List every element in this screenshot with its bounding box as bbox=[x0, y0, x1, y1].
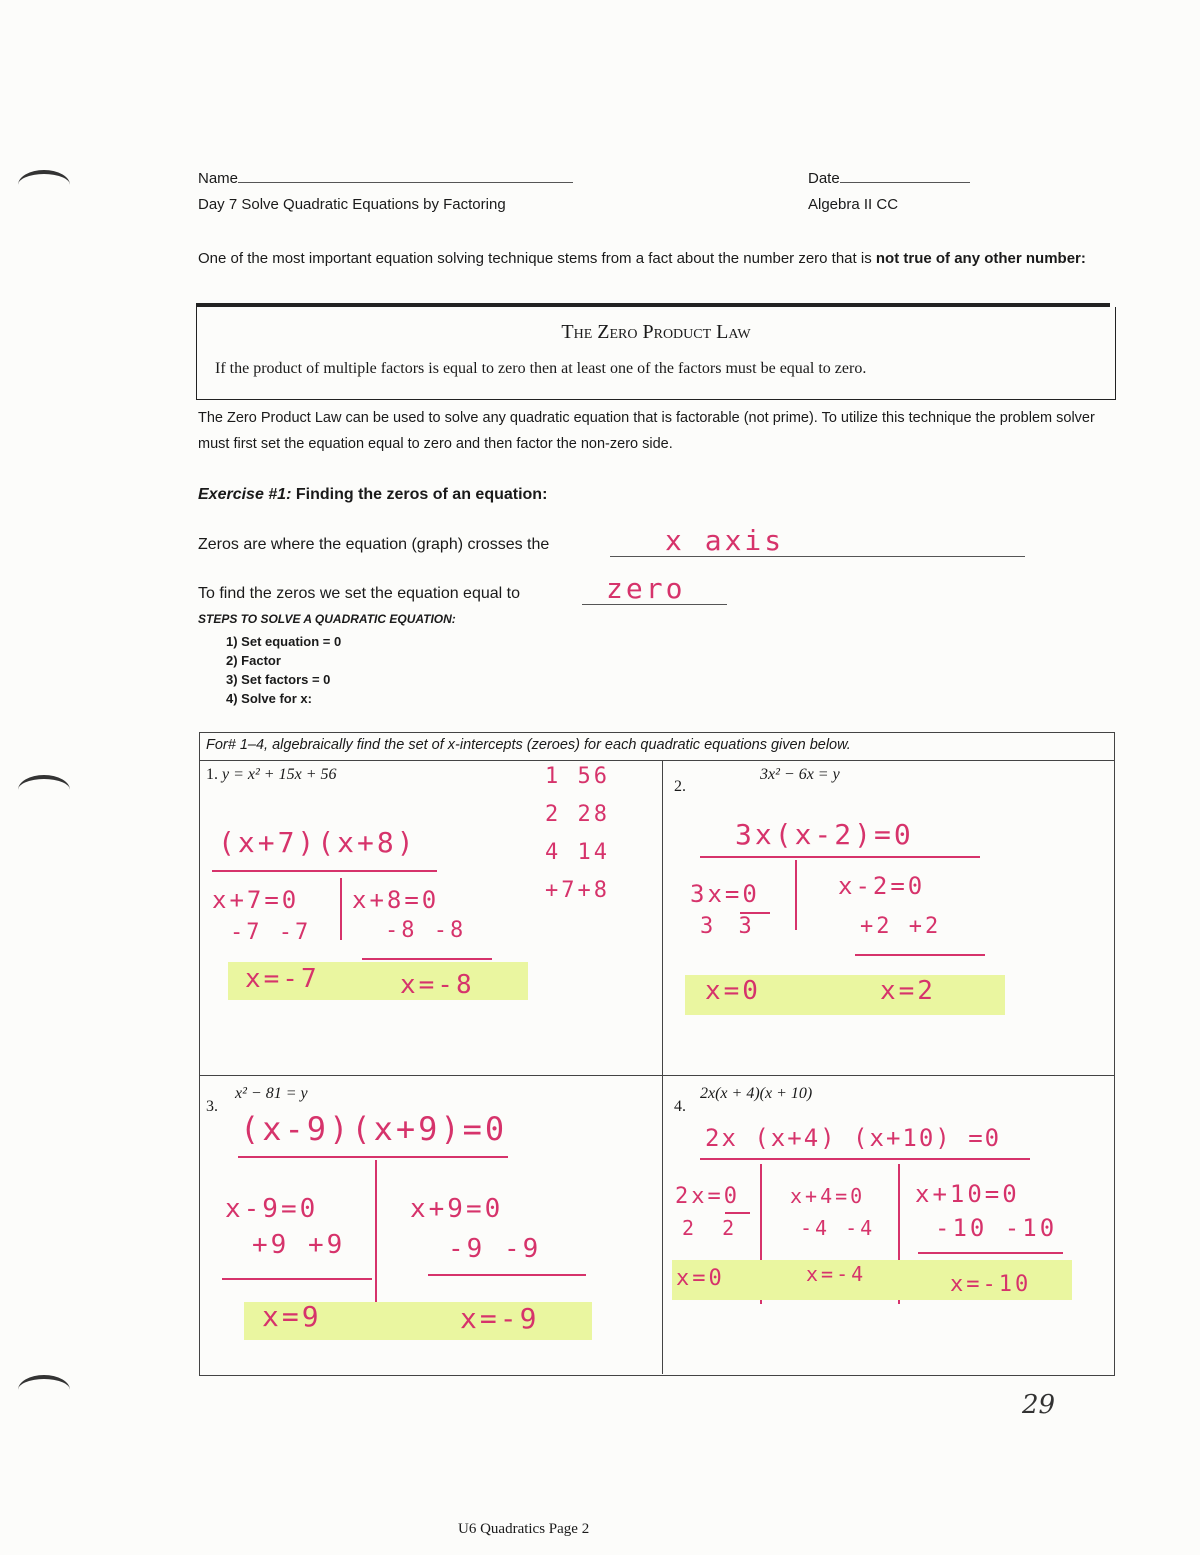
work-underline bbox=[855, 954, 985, 956]
problem-3-equation: x² − 81 = y bbox=[235, 1085, 308, 1102]
exercise-heading bbox=[198, 486, 547, 504]
answer-x-axis: x axis bbox=[665, 524, 785, 557]
binder-hole bbox=[18, 170, 70, 200]
p1-left-eq: x+7=0 bbox=[212, 886, 300, 914]
exercise-title: Finding the zeros of an equation: bbox=[295, 486, 548, 503]
p4-col1-step: 2 2 bbox=[682, 1216, 743, 1240]
p2-left-eq: 3x=0 bbox=[690, 880, 760, 908]
p1-right-eq: x+8=0 bbox=[352, 886, 440, 914]
problem-2-equation: 3x² − 6x = y bbox=[760, 766, 840, 783]
p4-col3-step: -10 -10 bbox=[935, 1214, 1058, 1242]
exercise-label: Exercise #1: bbox=[198, 486, 292, 503]
handwritten-page-number: 29 bbox=[1022, 1390, 1056, 1420]
work-divider bbox=[340, 878, 342, 940]
problem-1-equation: y = x² + 15x + 56 bbox=[222, 766, 337, 783]
name-field bbox=[198, 170, 573, 187]
work-divider bbox=[375, 1160, 377, 1315]
p3-left-eq: x-9=0 bbox=[225, 1194, 319, 1224]
work-divider bbox=[795, 860, 797, 930]
step-item: 1) Set equation = 0 bbox=[226, 634, 342, 649]
instructions: For# 1–4, algebraically find the set of x-intercepts (zeroes) for each quadratic equations given below. bbox=[206, 737, 851, 753]
p2-answer-left: x=0 bbox=[705, 976, 761, 1006]
work-underline bbox=[700, 856, 980, 858]
step-item: 4) Solve for x: bbox=[226, 691, 312, 706]
steps-title: STEPS TO SOLVE A QUADRATIC EQUATION: bbox=[198, 612, 456, 626]
p3-right-step: -9 -9 bbox=[448, 1234, 542, 1264]
question-1: Zeros are where the equation (graph) crosses the bbox=[198, 536, 550, 553]
work-underline bbox=[428, 1274, 586, 1276]
p3-answer-right: x=-9 bbox=[460, 1302, 540, 1335]
p3-answer-left: x=9 bbox=[262, 1300, 322, 1333]
p3-right-eq: x+9=0 bbox=[410, 1194, 504, 1224]
step-item: 2) Factor bbox=[226, 653, 281, 668]
date-label: Date bbox=[808, 170, 840, 187]
steps-list bbox=[226, 634, 341, 710]
p4-col2-eq: x+4=0 bbox=[790, 1184, 866, 1208]
p4-col1-eq: 2x=0 bbox=[675, 1184, 740, 1209]
grid-horizontal-divider bbox=[199, 1075, 1115, 1076]
problem-2-factored: 3x(x-2)=0 bbox=[735, 818, 914, 851]
problem-2-number: 2. bbox=[674, 778, 686, 795]
p1-right-step: -8 -8 bbox=[385, 918, 467, 943]
p3-left-step: +9 +9 bbox=[252, 1230, 346, 1260]
question-2: To find the zeros we set the equation equal to bbox=[198, 585, 520, 602]
p4-answer-1: x=0 bbox=[676, 1266, 725, 1291]
usage-paragraph: The Zero Product Law can be used to solve any quadratic equation that is factorable (not prime). To utilize this technique the problem solver must first set the equation equal to zero and then factor the non-zero side. bbox=[198, 410, 1095, 452]
zero-product-law-box bbox=[196, 307, 1116, 400]
course-name: Algebra II CC bbox=[808, 196, 899, 213]
step-item: 3) Set factors = 0 bbox=[226, 672, 331, 687]
grid-header-divider bbox=[199, 760, 1115, 761]
problem-1-header: 1. y = x² + 15x + 56 bbox=[206, 766, 337, 783]
work-underline bbox=[700, 1158, 1030, 1160]
binder-hole bbox=[18, 775, 70, 805]
name-label: Name bbox=[198, 170, 239, 187]
p2-right-step: +2 +2 bbox=[860, 914, 942, 939]
problem-3-factored: (x-9)(x+9)=0 bbox=[240, 1110, 508, 1148]
fraction-bar bbox=[725, 1212, 750, 1214]
problem-4-number: 4. bbox=[674, 1098, 686, 1115]
work-underline bbox=[212, 870, 437, 872]
work-underline bbox=[362, 958, 492, 960]
binder-hole bbox=[18, 1375, 70, 1405]
grid-vertical-divider bbox=[662, 760, 663, 1374]
p1-answer-left: x=-7 bbox=[245, 964, 320, 994]
factor-pairs: 1 56 2 28 4 14 +7+8 bbox=[545, 764, 610, 903]
intro-bold: not true of any other number: bbox=[875, 250, 1086, 267]
p4-col3-eq: x+10=0 bbox=[915, 1180, 1020, 1208]
p4-answer-2: x=-4 bbox=[806, 1262, 867, 1286]
law-title: The Zero Product Law bbox=[561, 321, 751, 343]
p1-answer-right: x=-8 bbox=[400, 970, 475, 1000]
p4-col2-step: -4 -4 bbox=[800, 1216, 876, 1240]
work-underline bbox=[918, 1252, 1063, 1254]
p2-answer-right: x=2 bbox=[880, 976, 936, 1006]
problem-3-number: 3. bbox=[206, 1098, 218, 1115]
work-underline bbox=[238, 1156, 508, 1158]
law-statement: If the product of multiple factors is equal to zero then at least one of the factors must be equal to zero. bbox=[215, 360, 867, 377]
p1-left-step: -7 -7 bbox=[230, 920, 312, 945]
intro-paragraph: One of the most important equation solving technique stems from a fact about the number zero that is not true of any other number: bbox=[198, 250, 1086, 267]
work-underline bbox=[222, 1278, 372, 1280]
p4-answer-3: x=-10 bbox=[950, 1272, 1032, 1297]
answer-zero: zero bbox=[606, 572, 686, 605]
p2-right-eq: x-2=0 bbox=[838, 872, 926, 900]
p2-left-step: 3 3 bbox=[700, 914, 758, 939]
date-field bbox=[808, 170, 970, 187]
problem-4-equation: 2x(x + 4)(x + 10) bbox=[700, 1085, 813, 1102]
problem-4-factored: 2x (x+4) (x+10) =0 bbox=[705, 1124, 1002, 1152]
footer: U6 Quadratics Page 2 bbox=[458, 1521, 590, 1537]
worksheet-title: Day 7 Solve Quadratic Equations by Factoring bbox=[198, 196, 506, 213]
problem-1-factored: (x+7)(x+8) bbox=[218, 826, 417, 859]
